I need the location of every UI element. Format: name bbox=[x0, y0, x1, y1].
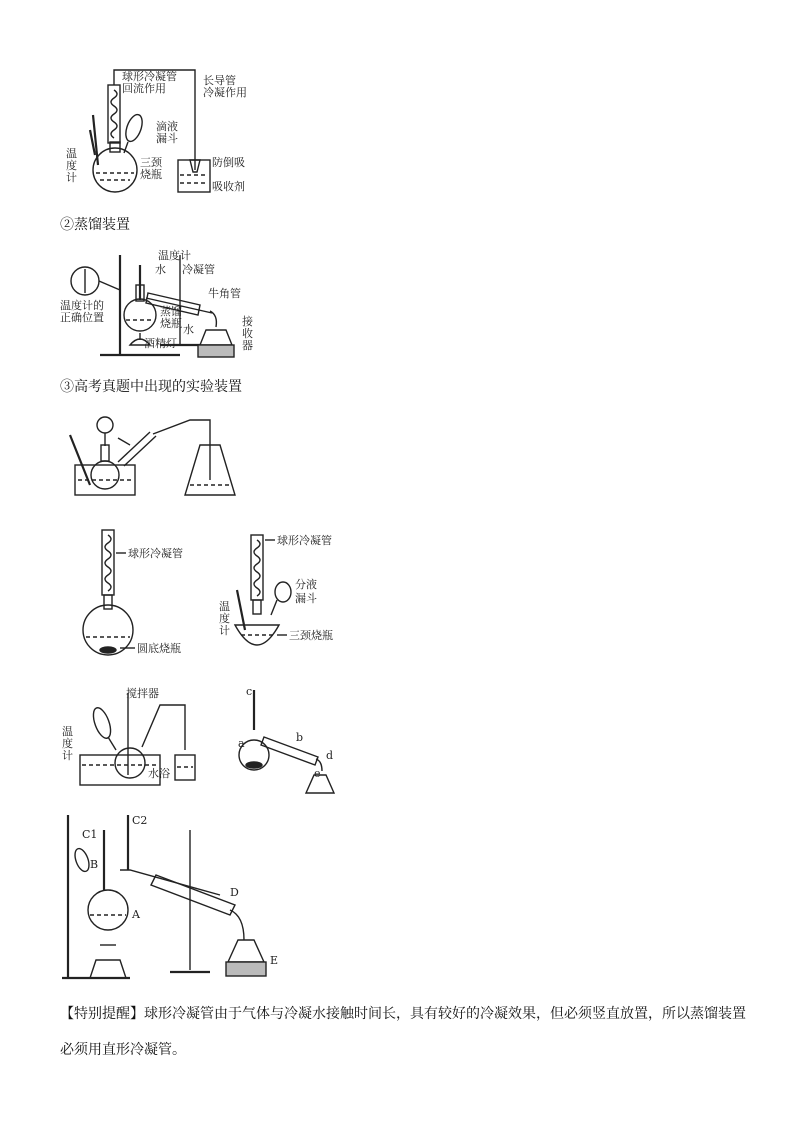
fig8-b-label: B bbox=[90, 858, 99, 871]
figure-exam-apparatus-1 bbox=[60, 410, 270, 500]
fig2-water-out-label: 水 bbox=[183, 323, 194, 336]
distillation-ABCDE-diagram bbox=[60, 810, 290, 985]
fig2-condenser-label: 冷凝管 bbox=[182, 263, 215, 276]
fig2-adapter-label: 牛角管 bbox=[208, 287, 241, 300]
heading-distillation: ②蒸馏装置 bbox=[60, 217, 130, 233]
fig8-e-label: E bbox=[270, 954, 279, 967]
special-note bbox=[60, 996, 750, 1068]
fig2-flask-label-2: 烧瓶 bbox=[160, 317, 182, 330]
fig2-flask-label-1: 蒸馏 bbox=[160, 305, 182, 318]
distillation-diagram bbox=[60, 245, 260, 360]
fig2-thermometer-label: 温度计 bbox=[158, 249, 191, 262]
fig7-e-label: e bbox=[314, 767, 321, 780]
fig2-receiver-label-2: 收 bbox=[242, 327, 253, 340]
round-bottom-reflux-diagram bbox=[80, 525, 220, 660]
special-note-text: 球形冷凝管由于气体与冷凝水接触时间长，具有较好的冷凝效果，但必须竖直放置，所以蒸馏装置必须用直形冷凝管。 bbox=[60, 1006, 746, 1058]
fig5-thermometer-label-1: 温 bbox=[219, 600, 230, 613]
fig5-funnel-label-1: 分液 bbox=[295, 578, 317, 591]
fig8-d-label: D bbox=[230, 886, 239, 899]
figure-distillation-abcde bbox=[232, 685, 347, 795]
fig1-anti-suckback-label: 防倒吸 bbox=[212, 156, 245, 169]
fig6-water-bath-label: 水浴 bbox=[148, 767, 170, 780]
figure-round-bottom-reflux bbox=[80, 525, 220, 660]
fig1-long-tube-label: 长导管 bbox=[203, 74, 236, 87]
fig7-d-label: d bbox=[326, 749, 334, 762]
fig6-thermometer-label-2: 度 bbox=[62, 737, 73, 750]
fig1-flask-label-2: 烧瓶 bbox=[140, 168, 162, 181]
fig1-thermometer-label-2: 度 bbox=[66, 159, 77, 172]
fig7-b-label: b bbox=[296, 731, 304, 744]
fig2-thermo-position-label-1: 温度计的 bbox=[60, 299, 104, 312]
fig6-stirrer-label: 搅拌器 bbox=[126, 687, 159, 700]
fig1-long-tube-role: 冷凝作用 bbox=[203, 86, 247, 99]
fig5-flask-label: 三颈烧瓶 bbox=[289, 629, 333, 642]
fig8-c1-label: C1 bbox=[82, 828, 98, 841]
fig1-spiral-condenser-role: 回流作用 bbox=[122, 82, 166, 95]
distillation-abcde-diagram bbox=[232, 685, 347, 795]
fig1-spiral-condenser-label: 球形冷凝管 bbox=[122, 70, 177, 83]
fig7-c-top-label: c bbox=[246, 685, 253, 698]
fig2-receiver-label-1: 接 bbox=[242, 315, 253, 328]
fig8-a-label: A bbox=[132, 908, 140, 921]
fig8-c2-label: C2 bbox=[132, 814, 148, 827]
fig1-flask-label-1: 三颈 bbox=[140, 156, 162, 169]
fig2-receiver-label-3: 器 bbox=[242, 339, 253, 352]
exam-apparatus-1-diagram bbox=[60, 410, 270, 500]
fig4-condenser-label: 球形冷凝管 bbox=[128, 547, 183, 560]
fig5-thermometer-label-3: 计 bbox=[219, 624, 230, 637]
water-bath-diagram bbox=[60, 685, 210, 790]
fig1-thermometer-label-1: 温 bbox=[66, 147, 77, 160]
fig1-funnel-label-1: 滴液 bbox=[156, 120, 178, 133]
reflux-absorption-diagram bbox=[60, 60, 260, 200]
figure-three-neck-reflux bbox=[215, 530, 355, 660]
fig5-condenser-label: 球形冷凝管 bbox=[277, 534, 332, 547]
figure-reflux-absorption bbox=[60, 60, 260, 200]
fig1-funnel-label-2: 漏斗 bbox=[156, 132, 178, 145]
fig5-funnel-label-2: 漏斗 bbox=[295, 592, 317, 605]
fig1-absorbent-label: 吸收剂 bbox=[212, 180, 245, 193]
three-neck-reflux-diagram bbox=[215, 530, 355, 660]
figure-distillation-ABCDE bbox=[60, 810, 290, 985]
fig2-lamp-label: 酒精灯 bbox=[144, 337, 177, 350]
fig6-thermometer-label-3: 计 bbox=[62, 749, 73, 762]
fig4-flask-label: 圆底烧瓶 bbox=[137, 642, 181, 655]
fig2-water-in-label: 水 bbox=[155, 263, 166, 276]
special-note-label: 【特别提醒】 bbox=[60, 1006, 144, 1022]
fig2-thermo-position-label-2: 正确位置 bbox=[60, 311, 104, 324]
fig7-a-label: a bbox=[238, 737, 245, 750]
figure-water-bath bbox=[60, 685, 210, 790]
heading-exam-apparatus: ③高考真题中出现的实验装置 bbox=[60, 379, 242, 395]
fig6-thermometer-label-1: 温 bbox=[62, 725, 73, 738]
fig1-thermometer-label-3: 计 bbox=[66, 171, 77, 184]
fig5-thermometer-label-2: 度 bbox=[219, 612, 230, 625]
figure-distillation bbox=[60, 245, 260, 360]
